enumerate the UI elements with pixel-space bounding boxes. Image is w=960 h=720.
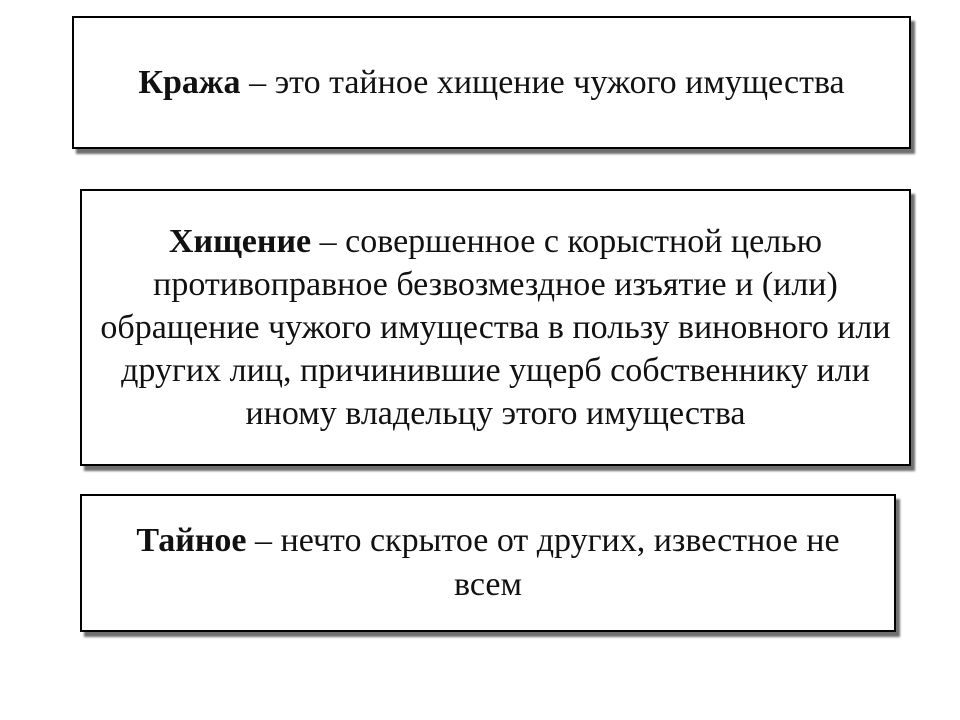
definition-term: Кража	[138, 63, 241, 101]
definition-text	[78, 59, 904, 107]
definition-text	[82, 220, 909, 435]
definition-term: Тайное	[136, 522, 247, 559]
definition-term: Хищение	[168, 223, 312, 260]
definition-text	[82, 519, 894, 607]
definition-box-taynoe	[80, 494, 896, 632]
definition-body: – нечто скрытое от других, известное не всем	[246, 522, 840, 603]
definition-box-krazha	[72, 16, 911, 149]
definition-body: – совершенное с корыстной целью противоправное безвозмездное изъятие и (или) обращение чужого имущества в пользу виновного или других лиц, причинившие ущерб собственнику или иному владельцу этого имущества	[100, 223, 891, 432]
definition-body: – это тайное хищение чужого имущества	[240, 63, 845, 101]
definition-box-khishchenie	[80, 189, 911, 466]
